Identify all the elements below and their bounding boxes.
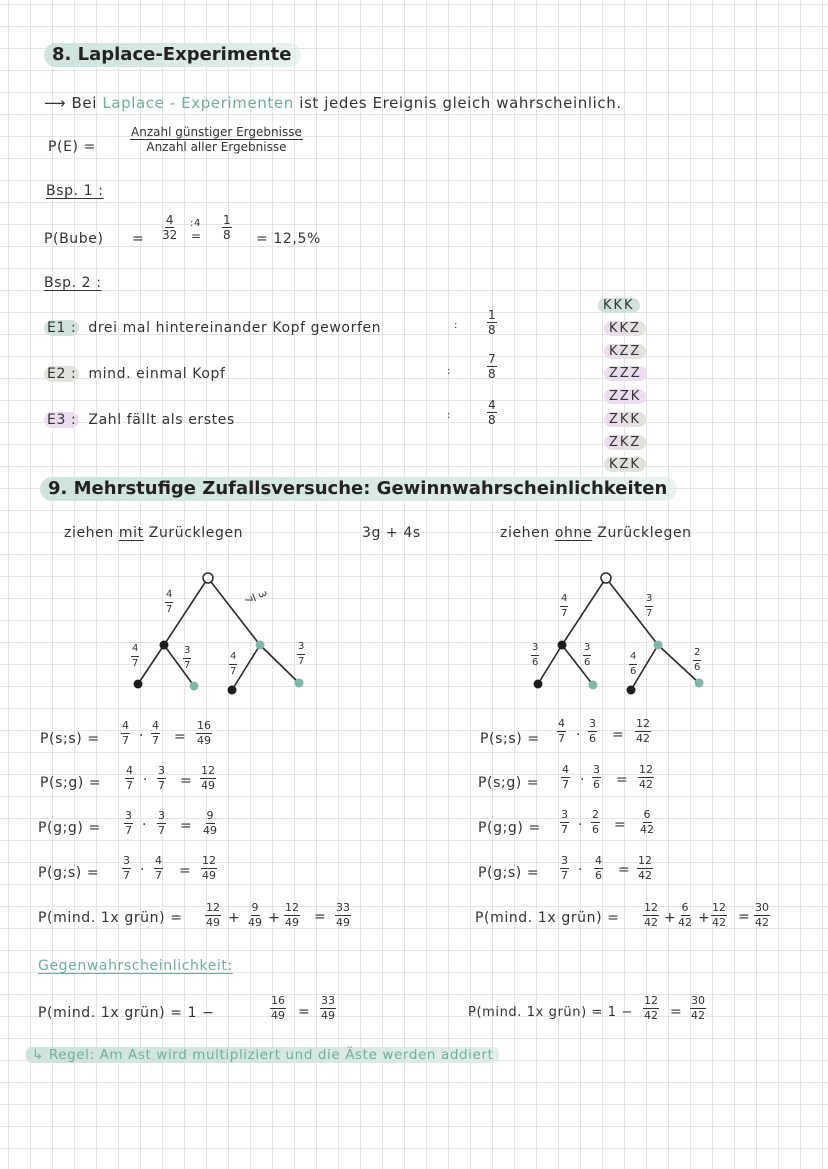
- formula-denominator: Anzahl aller Ergebnisse: [146, 140, 287, 154]
- event-e3-prob: $\frac{4}{8}$: [488, 398, 496, 427]
- calc-fraction: $\frac{3}{6}$: [593, 763, 600, 791]
- left-calc-lhs: P(g;g) =: [38, 820, 101, 836]
- left-branch-prob: $\frac{3}{7}$: [298, 641, 305, 667]
- event-e3-text: Zahl fällt als erstes: [88, 412, 235, 428]
- counter-result: $\frac{33}{49}$: [321, 994, 335, 1022]
- calc-fraction: $\frac{4}{7}$: [152, 719, 159, 747]
- sum-fraction: $\frac{6}{42}$: [678, 901, 692, 929]
- left-branch-prob: $\frac{4}{7}$: [132, 643, 139, 669]
- mult-dot: ·: [578, 862, 584, 878]
- bsp1-op: :4: [190, 218, 201, 229]
- calc-result: $\frac{12}{49}$: [201, 764, 215, 792]
- calc-fraction: $\frac{4}{7}$: [126, 764, 133, 792]
- calc-result: $\frac{12}{42}$: [636, 717, 650, 745]
- section-8-heading: 8. Laplace-Experimente: [44, 43, 301, 67]
- left-branch-prob: $\frac{3}{7}$: [184, 645, 191, 671]
- section-9-heading: 9. Mehrstufige Zufallsversuche: Gewinnwahrscheinlichkeiten: [40, 477, 677, 501]
- tree-root-node: [203, 573, 213, 583]
- tree-leaf-green: [190, 682, 199, 691]
- right-calc-lhs: P(g;g) =: [478, 820, 541, 836]
- calc-fraction: $\frac{3}{7}$: [123, 854, 130, 882]
- event-e1-text: drei mal hintereinander Kopf geworfen: [88, 320, 382, 336]
- calc-result: $\frac{16}{49}$: [197, 719, 211, 747]
- outcome-item: KKK: [598, 298, 640, 313]
- tree-root-node: [601, 573, 611, 583]
- left-tree-mit: mit: [118, 525, 144, 541]
- right-branch-prob: $\frac{2}{6}$: [694, 647, 701, 673]
- arrow-icon: ⟶: [44, 94, 67, 112]
- left-branch-prob: $\frac{4}{7}$: [166, 589, 173, 615]
- calc-fraction: $\frac{4}{7}$: [122, 719, 129, 747]
- tree-node-green: [654, 641, 663, 650]
- bsp1-fraction-1: $\frac{4}{32}$: [162, 213, 178, 242]
- calc-result: $\frac{12}{42}$: [638, 854, 652, 882]
- mult-dot: ·: [576, 727, 582, 743]
- tree-node-black: [160, 641, 169, 650]
- eq-sign: =: [180, 818, 193, 834]
- formula-numerator: Anzahl günstiger Ergebnisse: [131, 125, 302, 139]
- mult-dot: ·: [142, 817, 148, 833]
- tree-leaf-black: [534, 680, 543, 689]
- calc-result: $\frac{12}{49}$: [202, 854, 216, 882]
- left-calc-lhs: P(s;s) =: [40, 731, 100, 747]
- event-e1-colon: :: [454, 320, 458, 331]
- event-e2-colon: :: [447, 366, 451, 377]
- left-calc-lhs: P(g;s) =: [38, 865, 100, 881]
- left-tree-title: ziehen mit Zurücklegen: [64, 525, 244, 541]
- mult-dot: ·: [140, 862, 146, 878]
- mult-dot: ·: [143, 772, 149, 788]
- mult-dot: ·: [139, 728, 145, 744]
- left-counter-lhs: P(mind. 1x grün) = 1 −: [38, 1005, 215, 1021]
- eq-sign: =: [612, 727, 625, 743]
- eq-sign: =: [180, 773, 193, 789]
- sum-fraction: $\frac{9}{49}$: [248, 901, 262, 929]
- calc-fraction: $\frac{2}{6}$: [592, 808, 599, 836]
- tree-node-green: [256, 641, 265, 650]
- calc-fraction: $\frac{3}{7}$: [125, 809, 132, 837]
- rule-text: Regel: Am Ast wird multipliziert und die Äste werden addiert: [48, 1047, 494, 1063]
- outcome-item: KZZ: [604, 344, 646, 359]
- outcome-item: ZKZ: [604, 435, 646, 450]
- calc-result: $\frac{12}{42}$: [639, 763, 653, 791]
- outcome-item: KZK: [604, 457, 646, 472]
- sum-result: $\frac{30}{42}$: [755, 901, 769, 929]
- right-calc-lhs: P(g;s) =: [478, 865, 540, 881]
- intro-rest: ist jedes Ereignis gleich wahrscheinlich.: [299, 94, 622, 112]
- outcome-item: ZKK: [604, 412, 646, 427]
- right-branch-prob: $\frac{4}{6}$: [630, 651, 637, 677]
- mult-dot: ·: [580, 772, 586, 788]
- tree-leaf-green: [695, 679, 704, 688]
- counter-result: $\frac{30}{42}$: [691, 994, 705, 1022]
- right-tree-title: ziehen ohne Zurücklegen: [500, 525, 692, 541]
- outcome-item: ZZK: [604, 389, 646, 404]
- outcome-item: KKZ: [604, 321, 646, 336]
- eq-sign: =: [179, 863, 192, 879]
- outcome-item: ZZZ: [604, 366, 647, 381]
- left-calc-lhs: P(s;g) =: [40, 775, 102, 791]
- eq-sign: =: [174, 729, 187, 745]
- calc-fraction: $\frac{3}{7}$: [158, 809, 165, 837]
- sum-fraction: $\frac{12}{42}$: [712, 901, 726, 929]
- event-e2-text: mind. einmal Kopf: [88, 366, 226, 382]
- right-calc-lhs: P(s;g) =: [478, 775, 540, 791]
- sum-fraction: $\frac{12}{49}$: [285, 901, 299, 929]
- formula-lhs: P(E) =: [48, 139, 96, 155]
- intro-bei: Bei: [71, 94, 97, 112]
- bsp1-fraction-2: $\frac{1}{8}$: [223, 213, 231, 242]
- tree-leaf-green: [589, 681, 598, 690]
- left-branch-prob: $\frac{4}{7}$: [230, 651, 237, 677]
- bsp2-label: Bsp. 2 :: [44, 275, 102, 291]
- sum-fraction: $\frac{12}{49}$: [206, 901, 220, 929]
- eq-sign: =: [616, 772, 629, 788]
- calc-fraction: $\frac{3}{7}$: [561, 808, 568, 836]
- event-e3-colon: :: [447, 410, 451, 421]
- event-e1-label: E1 :: [44, 320, 79, 336]
- tree-node-black: [558, 641, 567, 650]
- event-e3-label: E3 :: [44, 412, 79, 428]
- tree-leaf-black: [134, 680, 143, 689]
- event-e2-prob: $\frac{7}{8}$: [488, 352, 496, 381]
- tree-leaf-black: [228, 686, 237, 695]
- right-tree-ohne: ohne: [554, 525, 593, 541]
- right-branch-prob: $\frac{3}{7}$: [646, 593, 653, 619]
- right-counter-lhs: P(mind. 1x grün) = 1 −: [468, 1005, 633, 1020]
- sum-fraction: $\frac{12}{42}$: [644, 901, 658, 929]
- eq-sign: =: [614, 817, 627, 833]
- calc-fraction: $\frac{4}{7}$: [558, 717, 565, 745]
- bsp1-lhs: P(Bube): [44, 231, 104, 247]
- bsp1-result: = 12,5%: [256, 231, 321, 247]
- rule-line: [26, 1047, 499, 1063]
- bsp1-eq: =: [132, 231, 145, 247]
- bsp1-label: Bsp. 1 :: [46, 183, 104, 199]
- tree-leaf-black: [627, 686, 636, 695]
- calc-fraction: $\frac{4}{6}$: [595, 854, 602, 882]
- calc-result: $\frac{9}{49}$: [203, 809, 217, 837]
- urn-contents: 3g + 4s: [362, 525, 421, 541]
- eq-sign: =: [618, 862, 631, 878]
- tree-leaf-green: [295, 679, 304, 688]
- right-branch-prob: $\frac{3}{6}$: [532, 642, 539, 668]
- calc-fraction: $\frac{3}{7}$: [158, 764, 165, 792]
- mult-dot: ·: [578, 817, 584, 833]
- counter-fraction: $\frac{12}{42}$: [644, 994, 658, 1022]
- counter-fraction: $\frac{16}{49}$: [271, 994, 285, 1022]
- right-branch-prob: $\frac{4}{7}$: [561, 593, 568, 619]
- event-e1-prob: $\frac{1}{8}$: [488, 308, 496, 337]
- event-e2-label: E2 :: [44, 366, 79, 382]
- right-calc-lhs: P(s;s) =: [480, 731, 540, 747]
- left-branch-prob: 3 7: [241, 589, 268, 605]
- calc-result: $\frac{6}{42}$: [640, 808, 654, 836]
- counter-prob-label: Gegenwahrscheinlichkeit:: [38, 958, 233, 974]
- calc-fraction: $\frac{3}{6}$: [589, 717, 596, 745]
- sum-result: $\frac{33}{49}$: [336, 901, 350, 929]
- intro-term: Laplace - Experimenten: [102, 94, 294, 112]
- bsp1-eq2: =: [191, 229, 202, 243]
- right-branch-prob: $\frac{3}{6}$: [584, 642, 591, 668]
- corner-arrow-icon: ↳: [32, 1047, 44, 1063]
- calc-fraction: $\frac{3}{7}$: [561, 854, 568, 882]
- calc-fraction: $\frac{4}{7}$: [155, 854, 162, 882]
- calc-fraction: $\frac{4}{7}$: [562, 763, 569, 791]
- left-total-lhs: P(mind. 1x grün) =: [38, 910, 183, 926]
- right-total-lhs: P(mind. 1x grün) =: [475, 910, 620, 926]
